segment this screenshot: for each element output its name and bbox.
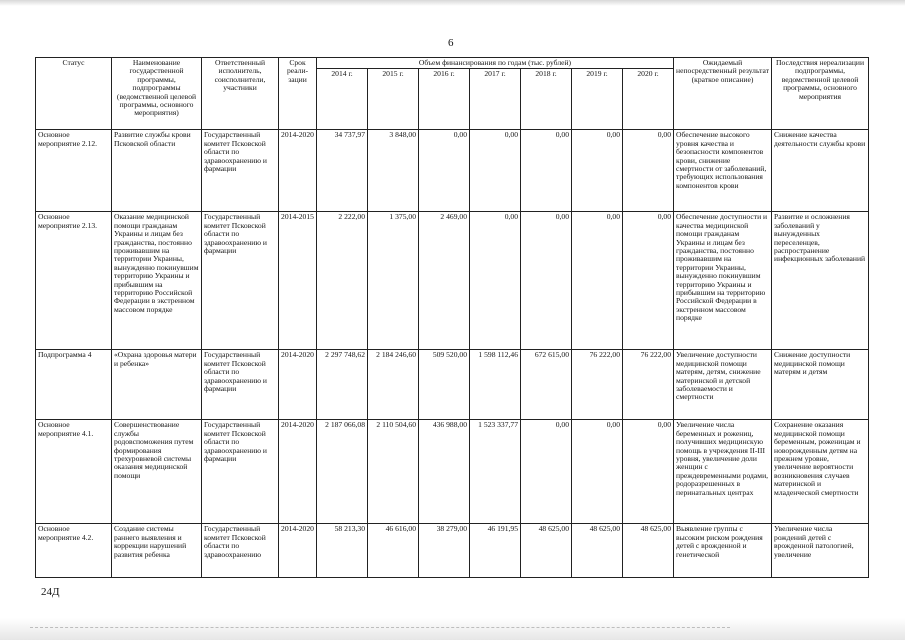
cell-term: 2014-2020 — [279, 524, 317, 578]
cell-amount: 1 523 337,77 — [470, 420, 521, 524]
cell-name: Развитие службы крови Псковской области — [112, 130, 202, 212]
cell-consequences: Снижение качества деятельности службы крови — [772, 130, 869, 212]
header-year: 2016 г. — [419, 69, 470, 130]
cell-term: 2014-2020 — [279, 130, 317, 212]
header-year: 2014 г. — [317, 69, 368, 130]
cell-result: Увеличение числа беременных и рожениц, получивших медицинскую помощь в учреждения II-III уровня, увеличение доли женщин с преждевременными родами, родоразрешенных в перинатальных центрах — [674, 420, 772, 524]
table-row — [36, 350, 869, 420]
cell-amount: 2 469,00 — [419, 212, 470, 350]
cell-amount: 58 213,30 — [317, 524, 368, 578]
header-year: 2020 г. — [623, 69, 674, 130]
header-name: Наименование государственной программы, подпрограммы (ведомственной целевой программы, основного мероприятия) — [112, 58, 202, 130]
cell-amount: 1 375,00 — [368, 212, 419, 350]
cell-amount: 48 625,00 — [572, 524, 623, 578]
cell-amount: 2 110 504,60 — [368, 420, 419, 524]
cell-amount: 1 598 112,46 — [470, 350, 521, 420]
cell-term: 2014-2020 — [279, 350, 317, 420]
cell-amount: 76 222,00 — [572, 350, 623, 420]
cell-amount: 0,00 — [572, 130, 623, 212]
cell-executor: Государственный комитет Псковской области по здравоохранению — [202, 524, 279, 578]
cell-amount: 0,00 — [521, 420, 572, 524]
cell-result: Выявление группы с высоким риском рождения детей с врожденной и генетической — [674, 524, 772, 578]
cell-amount: 672 615,00 — [521, 350, 572, 420]
cell-result: Обеспечение доступности и качества медицинской помощи гражданам Украины и лицам без гражданства, постоянно проживавшим на территории Украины, вынужденно покинувшим территорию Украины и прибывшим на территорию Российской Федерации в экстренном массовом порядке — [674, 212, 772, 350]
cell-name: Оказание медицинской помощи гражданам Украины и лицам без гражданства, постоянно проживавшим на территории Украины, вынужденно покинувшим территорию Украины и прибывшим на территорию Российской Федерации в экстренном массовом порядке — [112, 212, 202, 350]
header-financing: Объем финансирования по годам (тыс. рублей) — [317, 58, 674, 69]
cell-amount: 48 625,00 — [521, 524, 572, 578]
cell-amount: 2 184 246,60 — [368, 350, 419, 420]
table-row — [36, 212, 869, 350]
cell-amount: 0,00 — [572, 420, 623, 524]
table-row — [36, 524, 869, 578]
table-row — [36, 130, 869, 212]
page-number: 6 — [448, 37, 454, 49]
cell-amount: 0,00 — [623, 420, 674, 524]
cell-status: Основное мероприятие 4.1. — [36, 420, 112, 524]
cell-executor: Государственный комитет Псковской области по здравоохранению и фармации — [202, 350, 279, 420]
cell-result: Увеличение доступности медицинской помощи матерям, детям, снижение материнской и детской заболеваемости и смертности — [674, 350, 772, 420]
cell-status: Основное мероприятие 2.12. — [36, 130, 112, 212]
scan-bottom-edge — [0, 618, 905, 640]
cell-amount: 76 222,00 — [623, 350, 674, 420]
cell-consequences: Развитие и осложнения заболеваний у вынужденных переселенцев, распространение инфекционных заболеваний — [772, 212, 869, 350]
cell-term: 2014-2015 — [279, 212, 317, 350]
financing-table — [35, 57, 869, 578]
cell-amount: 3 848,00 — [368, 130, 419, 212]
cell-name: «Охрана здоровья матери и ребенка» — [112, 350, 202, 420]
cell-amount: 0,00 — [623, 212, 674, 350]
header-row — [36, 58, 869, 69]
cell-name: Создание системы раннего выявления и коррекции нарушений развития ребенка — [112, 524, 202, 578]
header-status: Статус — [36, 58, 112, 130]
cell-executor: Государственный комитет Псковской области по здравоохранению и фармации — [202, 420, 279, 524]
header-result: Ожидаемый непосредственный результат (краткое описание) — [674, 58, 772, 130]
cell-amount: 0,00 — [623, 130, 674, 212]
cell-consequences: Сохранение оказания медицинской помощи беременным, роженицам и новорожденным детям на прежнем уровне, увеличение вероятности возникновения случаев материнской и младенческой смертности — [772, 420, 869, 524]
scan-top-edge — [0, 0, 905, 6]
cell-amount: 0,00 — [470, 130, 521, 212]
cell-amount: 0,00 — [521, 212, 572, 350]
cell-executor: Государственный комитет Псковской области по здравоохранению и фармации — [202, 212, 279, 350]
cell-term: 2014-2020 — [279, 420, 317, 524]
header-consequences: Последствия нереализации подпрограммы, ведомственной целевой программы, основного мероприятия — [772, 58, 869, 130]
cell-amount: 46 191,95 — [470, 524, 521, 578]
header-year: 2015 г. — [368, 69, 419, 130]
header-year: 2018 г. — [521, 69, 572, 130]
cell-amount: 46 616,00 — [368, 524, 419, 578]
cell-amount: 0,00 — [419, 130, 470, 212]
cell-amount: 0,00 — [572, 212, 623, 350]
cell-amount: 48 625,00 — [623, 524, 674, 578]
header-executor: Ответственный исполнитель, соисполнители, участники — [202, 58, 279, 130]
cell-consequences: Снижение доступности медицинской помощи матерям и детям — [772, 350, 869, 420]
footer-code: 24Д — [41, 586, 60, 598]
cell-result: Обеспечение высокого уровня качества и безопасности компонентов крови, снижение смертности от заболеваний, требующих использования компонентов крови — [674, 130, 772, 212]
header-year: 2017 г. — [470, 69, 521, 130]
cell-amount: 34 737,97 — [317, 130, 368, 212]
cell-consequences: Увеличение числа рождений детей с врожденной патологией, увеличение — [772, 524, 869, 578]
cell-executor: Государственный комитет Псковской области по здравоохранению и фармации — [202, 130, 279, 212]
cell-status: Основное мероприятие 4.2. — [36, 524, 112, 578]
header-year: 2019 г. — [572, 69, 623, 130]
scan-artifact-line — [30, 627, 730, 629]
cell-name: Совершенствование службы родовспоможения путем формирования трехуровневой системы оказания медицинской помощи — [112, 420, 202, 524]
cell-amount: 38 279,00 — [419, 524, 470, 578]
cell-amount: 2 297 748,62 — [317, 350, 368, 420]
cell-amount: 2 187 066,08 — [317, 420, 368, 524]
cell-amount: 2 222,00 — [317, 212, 368, 350]
cell-status: Подпрограмма 4 — [36, 350, 112, 420]
header-term: Срок реали-зации — [279, 58, 317, 130]
cell-status: Основное мероприятие 2.13. — [36, 212, 112, 350]
cell-amount: 509 520,00 — [419, 350, 470, 420]
table-row — [36, 420, 869, 524]
cell-amount: 436 988,00 — [419, 420, 470, 524]
cell-amount: 0,00 — [521, 130, 572, 212]
cell-amount: 0,00 — [470, 212, 521, 350]
